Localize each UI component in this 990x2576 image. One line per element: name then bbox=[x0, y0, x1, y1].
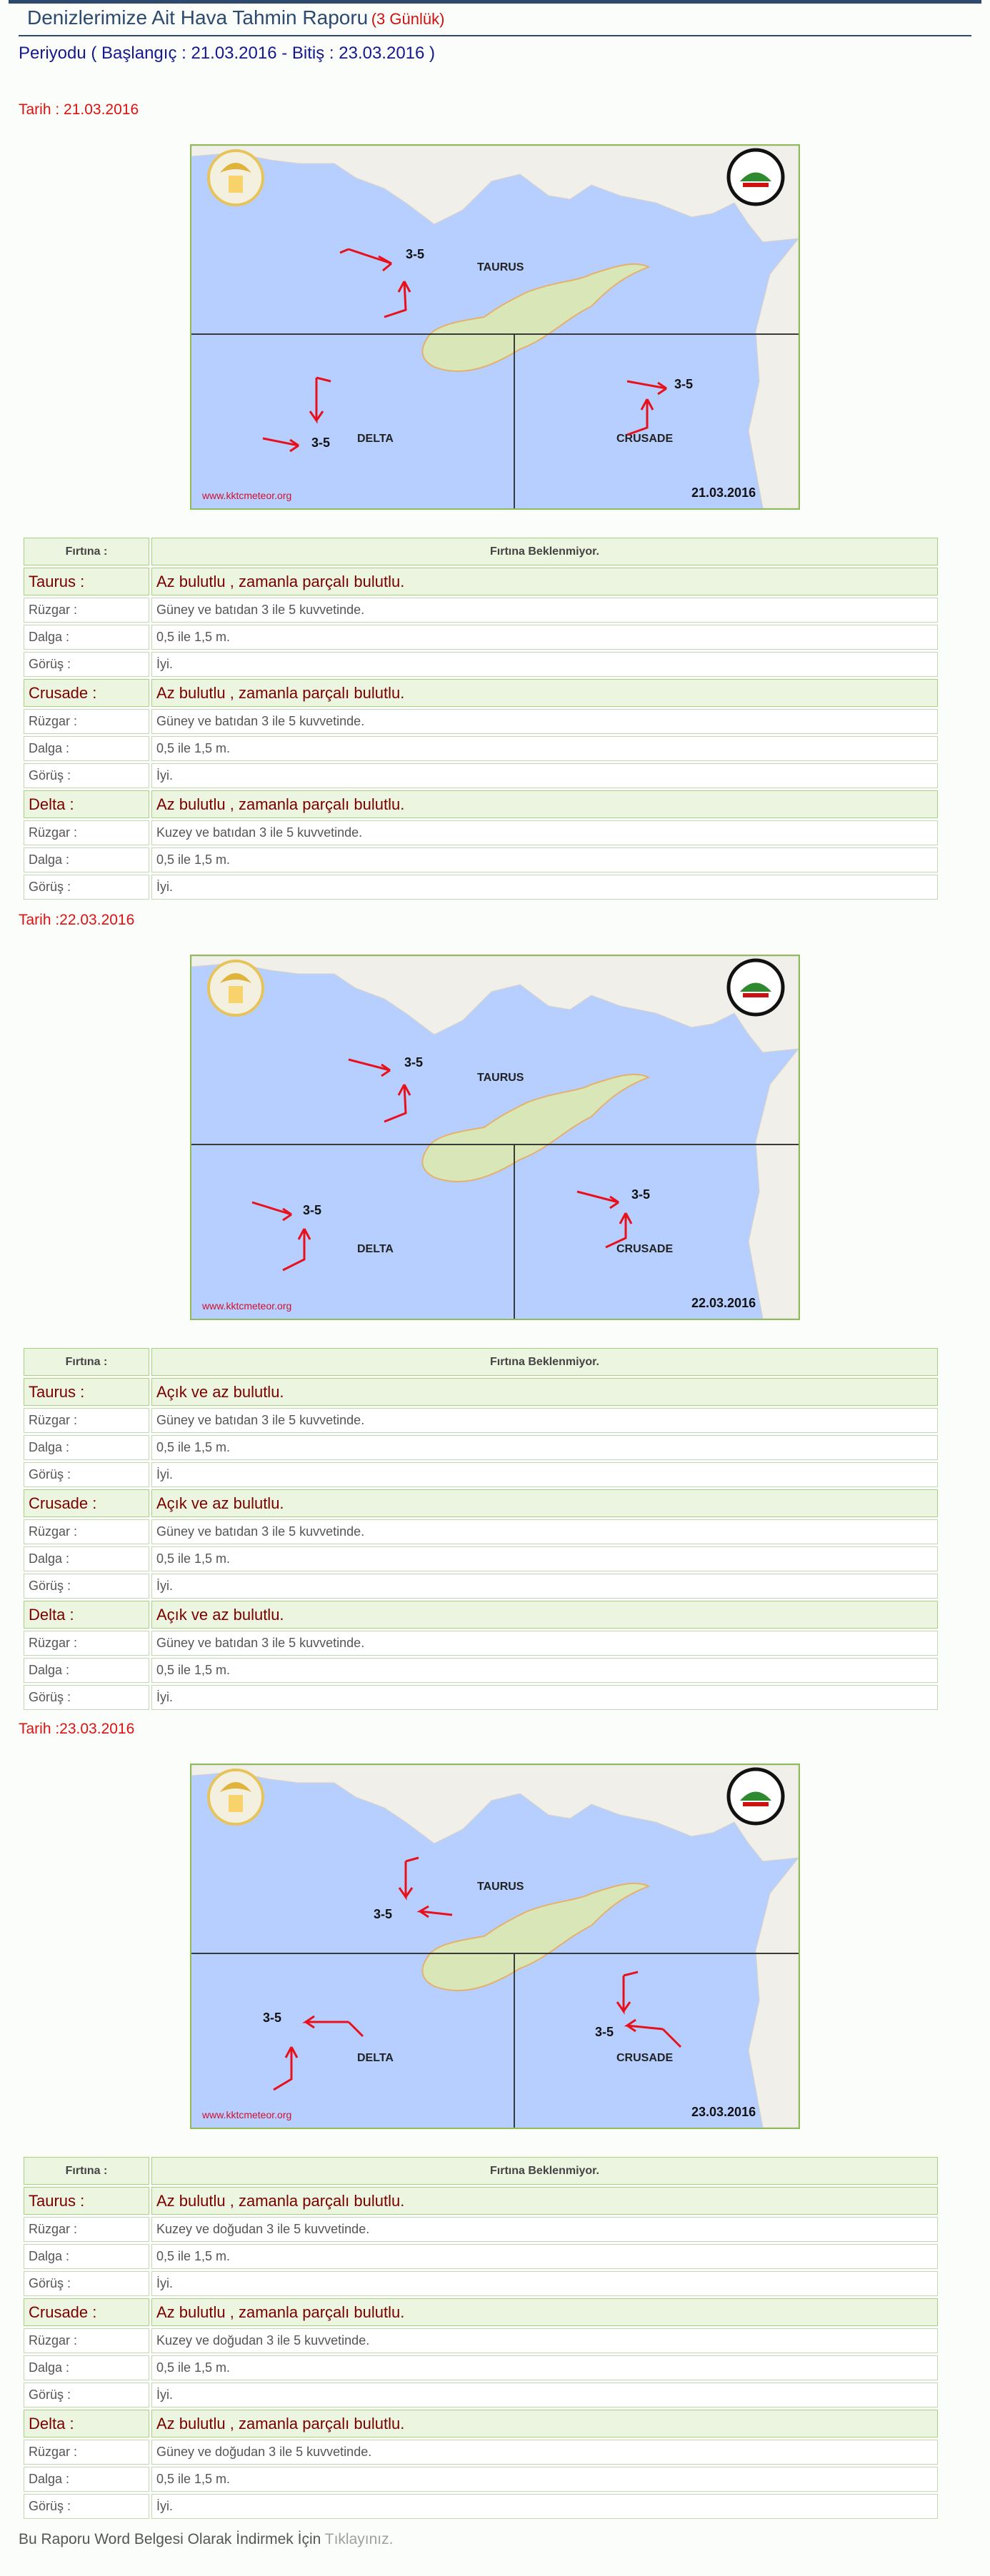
detail-row bbox=[24, 1631, 938, 1656]
detail-row bbox=[24, 736, 938, 761]
detail-value: İyi. bbox=[151, 1574, 938, 1599]
region-name: Taurus : bbox=[24, 2187, 149, 2215]
forecast-table bbox=[21, 2155, 940, 2521]
region-row bbox=[24, 2410, 938, 2437]
detail-label: Rüzgar : bbox=[24, 1631, 149, 1656]
detail-value: 0,5 ile 1,5 m. bbox=[151, 1546, 938, 1571]
detail-value: 0,5 ile 1,5 m. bbox=[151, 1435, 938, 1460]
detail-label: Görüş : bbox=[24, 875, 149, 900]
download-footer bbox=[19, 2531, 393, 2548]
detail-value: 0,5 ile 1,5 m. bbox=[151, 2244, 938, 2269]
map-website: www.kktcmeteor.org bbox=[202, 2109, 292, 2120]
detail-label: Dalga : bbox=[24, 625, 149, 650]
map-label-delta: DELTA bbox=[357, 433, 394, 445]
detail-value: Güney ve batıdan 3 ile 5 kuvvetinde. bbox=[151, 1408, 938, 1433]
detail-value: İyi. bbox=[151, 2383, 938, 2408]
detail-label: Rüzgar : bbox=[24, 1519, 149, 1544]
detail-label: Dalga : bbox=[24, 2355, 149, 2380]
detail-row bbox=[24, 2244, 938, 2269]
day-title: Tarih :22.03.2016 bbox=[19, 912, 135, 928]
detail-value: Güney ve batıdan 3 ile 5 kuvvetinde. bbox=[151, 1631, 938, 1656]
region-row bbox=[24, 2298, 938, 2326]
wind-strength-label: 3-5 bbox=[374, 1907, 393, 1921]
wind-strength-label: 3-5 bbox=[311, 436, 331, 450]
detail-value: Kuzey ve doğudan 3 ile 5 kuvvetinde. bbox=[151, 2328, 938, 2353]
detail-value: 0,5 ile 1,5 m. bbox=[151, 736, 938, 761]
forecast-table bbox=[21, 1346, 940, 1712]
detail-row bbox=[24, 2383, 938, 2408]
detail-label: Rüzgar : bbox=[24, 709, 149, 734]
detail-value: İyi. bbox=[151, 875, 938, 900]
day-title: Tarih :23.03.2016 bbox=[19, 1721, 135, 1737]
detail-row bbox=[24, 1658, 938, 1683]
detail-value: 0,5 ile 1,5 m. bbox=[151, 2467, 938, 2492]
detail-value: İyi. bbox=[151, 2494, 938, 2519]
region-summary: Az bulutlu , zamanla parçalı bulutlu. bbox=[151, 2298, 938, 2326]
detail-label: Dalga : bbox=[24, 2244, 149, 2269]
detail-row bbox=[24, 709, 938, 734]
forecast-table bbox=[21, 535, 940, 902]
detail-row bbox=[24, 1685, 938, 1710]
detail-value: İyi. bbox=[151, 2271, 938, 2296]
detail-label: Görüş : bbox=[24, 2494, 149, 2519]
region-summary: Açık ve az bulutlu. bbox=[151, 1378, 938, 1406]
region-row bbox=[24, 1489, 938, 1517]
detail-value: İyi. bbox=[151, 652, 938, 677]
detail-row bbox=[24, 2355, 938, 2380]
forecast-map bbox=[190, 955, 800, 1320]
detail-label: Görüş : bbox=[24, 1462, 149, 1487]
report-header bbox=[0, 4, 990, 35]
region-summary: Az bulutlu , zamanla parçalı bulutlu. bbox=[151, 790, 938, 818]
day-title: Tarih : 21.03.2016 bbox=[19, 101, 139, 118]
region-row bbox=[24, 790, 938, 818]
region-name: Taurus : bbox=[24, 568, 149, 595]
region-summary: Açık ve az bulutlu. bbox=[151, 1489, 938, 1517]
report-duration: (3 Günlük) bbox=[371, 10, 445, 28]
detail-value: Kuzey ve batıdan 3 ile 5 kuvvetinde. bbox=[151, 820, 938, 845]
detail-row bbox=[24, 2217, 938, 2242]
region-summary: Az bulutlu , zamanla parçalı bulutlu. bbox=[151, 679, 938, 707]
detail-row bbox=[24, 1519, 938, 1544]
detail-label: Görüş : bbox=[24, 1685, 149, 1710]
detail-row bbox=[24, 820, 938, 845]
storm-value: Fırtına Beklenmiyor. bbox=[151, 538, 938, 565]
storm-value: Fırtına Beklenmiyor. bbox=[151, 2157, 938, 2185]
detail-label: Rüzgar : bbox=[24, 2440, 149, 2465]
wind-strength-label: 3-5 bbox=[631, 1187, 651, 1202]
wind-strength-label: 3-5 bbox=[595, 2025, 614, 2039]
storm-label: Fırtına : bbox=[24, 1348, 149, 1376]
map-label-crusade: CRUSADE bbox=[616, 2052, 674, 2064]
report-title: Denizlerimize Ait Hava Tahmin Raporu bbox=[27, 6, 369, 29]
detail-value: Güney ve batıdan 3 ile 5 kuvvetinde. bbox=[151, 598, 938, 623]
detail-row bbox=[24, 1546, 938, 1571]
detail-value: 0,5 ile 1,5 m. bbox=[151, 625, 938, 650]
detail-value: İyi. bbox=[151, 1462, 938, 1487]
detail-label: Dalga : bbox=[24, 847, 149, 872]
detail-label: Dalga : bbox=[24, 1658, 149, 1683]
detail-label: Dalga : bbox=[24, 1546, 149, 1571]
forecast-map-graphic bbox=[191, 1765, 799, 2128]
detail-value: Güney ve batıdan 3 ile 5 kuvvetinde. bbox=[151, 1519, 938, 1544]
forecast-map bbox=[190, 1764, 800, 2129]
download-link[interactable]: Tıklayınız. bbox=[324, 2531, 394, 2547]
region-name: Crusade : bbox=[24, 679, 149, 707]
region-summary: Az bulutlu , zamanla parçalı bulutlu. bbox=[151, 568, 938, 595]
detail-label: Dalga : bbox=[24, 736, 149, 761]
detail-label: Dalga : bbox=[24, 2467, 149, 2492]
region-row bbox=[24, 2187, 938, 2215]
storm-label: Fırtına : bbox=[24, 538, 149, 565]
detail-row bbox=[24, 2467, 938, 2492]
detail-row bbox=[24, 875, 938, 900]
region-summary: Az bulutlu , zamanla parçalı bulutlu. bbox=[151, 2187, 938, 2215]
footer-text: Bu Raporu Word Belgesi Olarak İndirmek İçin bbox=[19, 2531, 321, 2547]
wind-strength-label: 3-5 bbox=[303, 1203, 322, 1217]
map-label-taurus: TAURUS bbox=[477, 1072, 524, 1084]
report-period: Periyodu ( Başlangıç : 21.03.2016 - Bitiş : 23.03.2016 ) bbox=[19, 44, 436, 63]
detail-label: Rüzgar : bbox=[24, 598, 149, 623]
region-name: Crusade : bbox=[24, 2298, 149, 2326]
region-name: Crusade : bbox=[24, 1489, 149, 1517]
region-row bbox=[24, 1378, 938, 1406]
region-summary: Açık ve az bulutlu. bbox=[151, 1601, 938, 1629]
detail-label: Görüş : bbox=[24, 2271, 149, 2296]
detail-row bbox=[24, 847, 938, 872]
map-label-taurus: TAURUS bbox=[477, 261, 524, 273]
detail-value: 0,5 ile 1,5 m. bbox=[151, 2355, 938, 2380]
region-name: Delta : bbox=[24, 2410, 149, 2437]
detail-row bbox=[24, 1435, 938, 1460]
region-row bbox=[24, 679, 938, 707]
detail-row bbox=[24, 652, 938, 677]
wind-strength-label: 3-5 bbox=[404, 1055, 424, 1070]
detail-row bbox=[24, 2271, 938, 2296]
map-date: 23.03.2016 bbox=[691, 2105, 756, 2119]
map-label-crusade: CRUSADE bbox=[616, 1243, 674, 1255]
map-date: 22.03.2016 bbox=[691, 1296, 756, 1310]
map-date: 21.03.2016 bbox=[691, 485, 756, 500]
detail-row bbox=[24, 2328, 938, 2353]
map-label-crusade: CRUSADE bbox=[616, 433, 674, 445]
detail-label: Rüzgar : bbox=[24, 1408, 149, 1433]
region-row bbox=[24, 568, 938, 595]
forecast-map bbox=[190, 144, 800, 510]
region-name: Taurus : bbox=[24, 1378, 149, 1406]
map-label-delta: DELTA bbox=[357, 1243, 394, 1255]
detail-value: Güney ve batıdan 3 ile 5 kuvvetinde. bbox=[151, 709, 938, 734]
map-label-taurus: TAURUS bbox=[477, 1881, 524, 1893]
detail-row bbox=[24, 2440, 938, 2465]
detail-value: Kuzey ve doğudan 3 ile 5 kuvvetinde. bbox=[151, 2217, 938, 2242]
wind-strength-label: 3-5 bbox=[406, 247, 425, 261]
detail-label: Rüzgar : bbox=[24, 820, 149, 845]
detail-row bbox=[24, 625, 938, 650]
detail-label: Görüş : bbox=[24, 652, 149, 677]
map-label-delta: DELTA bbox=[357, 2052, 394, 2064]
region-name: Delta : bbox=[24, 790, 149, 818]
detail-label: Dalga : bbox=[24, 1435, 149, 1460]
detail-label: Rüzgar : bbox=[24, 2217, 149, 2242]
region-summary: Az bulutlu , zamanla parçalı bulutlu. bbox=[151, 2410, 938, 2437]
wind-strength-label: 3-5 bbox=[674, 377, 694, 391]
storm-value: Fırtına Beklenmiyor. bbox=[151, 1348, 938, 1376]
forecast-map-graphic bbox=[191, 956, 799, 1319]
storm-label: Fırtına : bbox=[24, 2157, 149, 2185]
detail-label: Görüş : bbox=[24, 1574, 149, 1599]
map-website: www.kktcmeteor.org bbox=[202, 1300, 292, 1312]
region-name: Delta : bbox=[24, 1601, 149, 1629]
region-row bbox=[24, 1601, 938, 1629]
detail-row bbox=[24, 763, 938, 788]
detail-value: 0,5 ile 1,5 m. bbox=[151, 847, 938, 872]
forecast-map-graphic bbox=[191, 146, 799, 508]
detail-value: 0,5 ile 1,5 m. bbox=[151, 1658, 938, 1683]
detail-row bbox=[24, 598, 938, 623]
map-website: www.kktcmeteor.org bbox=[202, 490, 292, 501]
detail-label: Rüzgar : bbox=[24, 2328, 149, 2353]
detail-label: Görüş : bbox=[24, 2383, 149, 2408]
detail-row bbox=[24, 1408, 938, 1433]
detail-value: Güney ve doğudan 3 ile 5 kuvvetinde. bbox=[151, 2440, 938, 2465]
detail-value: İyi. bbox=[151, 1685, 938, 1710]
detail-row bbox=[24, 1462, 938, 1487]
detail-row bbox=[24, 2494, 938, 2519]
detail-value: İyi. bbox=[151, 763, 938, 788]
detail-label: Görüş : bbox=[24, 763, 149, 788]
wind-strength-label: 3-5 bbox=[263, 2011, 282, 2025]
detail-row bbox=[24, 1574, 938, 1599]
